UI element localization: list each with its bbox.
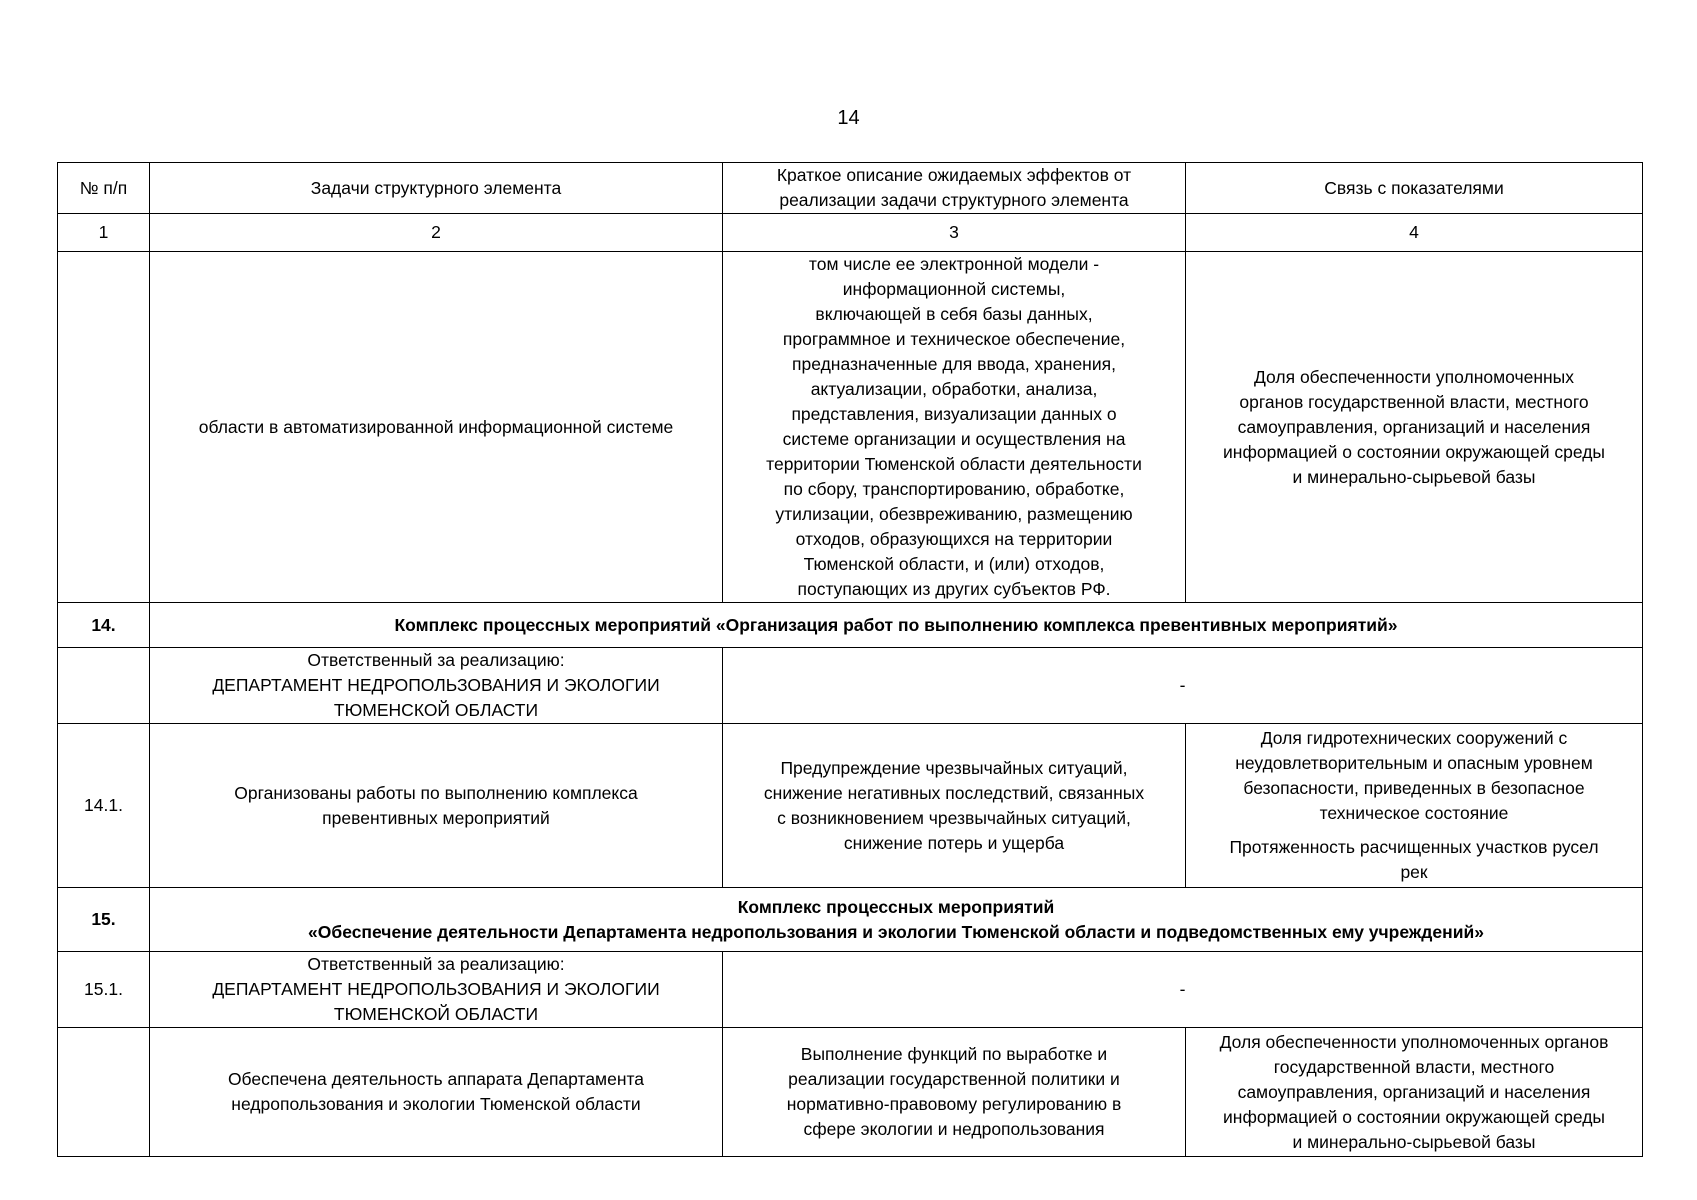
effect-line: сфере экологии и недропользования xyxy=(803,1119,1105,1139)
header-effects-line: реализации задачи структурного элемента xyxy=(779,190,1129,210)
effect-line: реализации государственной политики и xyxy=(788,1069,1120,1089)
header-indicators: Связь с показателями xyxy=(1186,163,1643,214)
indicator-line: информацией о состоянии окружающей среды xyxy=(1223,441,1605,462)
responsible-line: ДЕПАРТАМЕНТ НЕДРОПОЛЬЗОВАНИЯ И ЭКОЛОГИИ xyxy=(212,675,660,695)
indicator-line: и минерально-сырьевой базы xyxy=(1292,466,1536,487)
indicator-line: самоуправления, организаций и населения xyxy=(1237,1081,1591,1102)
header-number: № п/п xyxy=(58,163,150,214)
responsible-cell xyxy=(150,648,723,724)
effect-line: включающей в себя базы данных, xyxy=(815,304,1093,324)
section-title-line: Комплекс процессных мероприятий xyxy=(737,896,1055,917)
responsible-row xyxy=(58,648,1643,724)
effect-line: отходов, образующихся на территории xyxy=(795,529,1113,549)
effect-line: нормативно-правовому регулированию в xyxy=(786,1094,1122,1114)
responsible-cell xyxy=(150,952,723,1028)
effect-line: предназначенные для ввода, хранения, xyxy=(792,354,1116,374)
effect-line: с возникновением чрезвычайных ситуаций, xyxy=(777,807,1131,828)
responsible-line: ТЮМЕНСКОЙ ОБЛАСТИ xyxy=(333,1004,539,1024)
responsible-line: Ответственный за реализацию: xyxy=(307,650,565,670)
effect-line: поступающих из других субъектов РФ. xyxy=(797,579,1111,599)
table-row xyxy=(58,252,1643,603)
effect-line: территории Тюменской области деятельности xyxy=(766,454,1142,474)
task-cell xyxy=(150,1028,723,1157)
task-line: Обеспечена деятельность аппарата Департамента xyxy=(227,1069,645,1089)
section-number: 14. xyxy=(58,603,150,648)
effect-line: Предупреждение чрезвычайных ситуаций, xyxy=(780,757,1128,778)
table-header-row xyxy=(58,163,1643,214)
section-title: Комплекс процессных мероприятий «Организация работ по выполнению комплекса превентивных мероприятий» xyxy=(150,603,1643,648)
responsible-line: ДЕПАРТАМЕНТ НЕДРОПОЛЬЗОВАНИЯ И ЭКОЛОГИИ xyxy=(212,979,660,999)
page-number: 14 xyxy=(837,107,860,129)
effect-cell xyxy=(723,252,1186,603)
indicator-line: Протяженность расчищенных участков русел xyxy=(1229,837,1599,857)
section-row-14 xyxy=(58,603,1643,648)
indicator-line: безопасности, приведенных в безопасное xyxy=(1243,778,1585,798)
indicator-line: рек xyxy=(1400,862,1428,882)
section-row-15 xyxy=(58,888,1643,952)
indicator-cell xyxy=(1186,1028,1643,1157)
row-number-empty xyxy=(58,648,150,724)
responsible-line: ТЮМЕНСКОЙ ОБЛАСТИ xyxy=(333,700,539,720)
effect-line: системе организации и осуществления на xyxy=(782,429,1126,449)
task-cell xyxy=(150,724,723,888)
column-number: 1 xyxy=(58,214,150,252)
task-cell: области в автоматизированной информационной системе xyxy=(150,252,723,603)
effect-cell xyxy=(723,1028,1186,1157)
indicator-line: техническое состояние xyxy=(1319,803,1509,823)
indicator-line: неудовлетворительным и опасным уровнем xyxy=(1235,753,1593,773)
task-line: превентивных мероприятий xyxy=(322,807,550,828)
indicator-line: и минерально-сырьевой базы xyxy=(1292,1131,1536,1152)
effect-line: том числе ее электронной модели - xyxy=(808,254,1100,274)
table-row xyxy=(58,1028,1643,1157)
column-number: 4 xyxy=(1186,214,1643,252)
header-effects xyxy=(723,163,1186,214)
task-line: недропользования и экологии Тюменской области xyxy=(231,1094,641,1114)
indicator-line: органов государственной власти, местного xyxy=(1239,391,1589,412)
dash-cell: - xyxy=(723,952,1643,1028)
effect-line: Выполнение функций по выработке и xyxy=(800,1044,1108,1064)
task-line: Организованы работы по выполнению комплекса xyxy=(234,782,638,803)
section-title xyxy=(150,888,1643,952)
structural-elements-table xyxy=(57,162,1643,1157)
column-number: 2 xyxy=(150,214,723,252)
header-effects-line: Краткое описание ожидаемых эффектов от xyxy=(776,165,1132,185)
effect-line: снижение потерь и ущерба xyxy=(843,832,1065,853)
column-number: 3 xyxy=(723,214,1186,252)
effect-line: утилизации, обезвреживанию, размещению xyxy=(775,504,1133,524)
row-number-empty xyxy=(58,1028,150,1157)
indicator-line: Доля обеспеченности уполномоченных органов xyxy=(1219,1031,1609,1052)
section-number: 15. xyxy=(58,888,150,952)
indicator-line: государственной власти, местного xyxy=(1273,1056,1555,1077)
table-row-15-1 xyxy=(58,952,1643,1028)
effect-line: программное и техническое обеспечение, xyxy=(782,329,1126,349)
indicator-line: Доля гидротехнических сооружений с xyxy=(1260,728,1568,748)
effect-line: актуализации, обработки, анализа, xyxy=(810,379,1098,399)
indicator-line: информацией о состоянии окружающей среды xyxy=(1223,1106,1605,1127)
row-number: 14.1. xyxy=(58,724,150,888)
effect-line: Тюменской области, и (или) отходов, xyxy=(803,554,1105,574)
section-title-line: «Обеспечение деятельности Департамента недропользования и экологии Тюменской области и подведомственных ему учреждений» xyxy=(308,921,1484,942)
effect-line: информационной системы, xyxy=(842,279,1066,299)
effect-line: по сбору, транспортированию, обработке, xyxy=(783,479,1125,499)
table-row-14-1 xyxy=(58,724,1643,888)
header-tasks: Задачи структурного элемента xyxy=(150,163,723,214)
effect-line: снижение негативных последствий, связанных xyxy=(763,782,1145,803)
indicator-cell xyxy=(1186,724,1643,888)
indicator-line: самоуправления, организаций и населения xyxy=(1237,416,1591,437)
responsible-line: Ответственный за реализацию: xyxy=(307,954,565,974)
indicator-line: Доля обеспеченности уполномоченных xyxy=(1254,366,1574,387)
column-number-row xyxy=(58,214,1643,252)
effect-line: представления, визуализации данных о xyxy=(791,404,1117,424)
indicator-cell xyxy=(1186,252,1643,603)
effect-cell xyxy=(723,724,1186,888)
dash-cell: - xyxy=(723,648,1643,724)
row-number: 15.1. xyxy=(58,952,150,1028)
row-number-empty xyxy=(58,252,150,603)
